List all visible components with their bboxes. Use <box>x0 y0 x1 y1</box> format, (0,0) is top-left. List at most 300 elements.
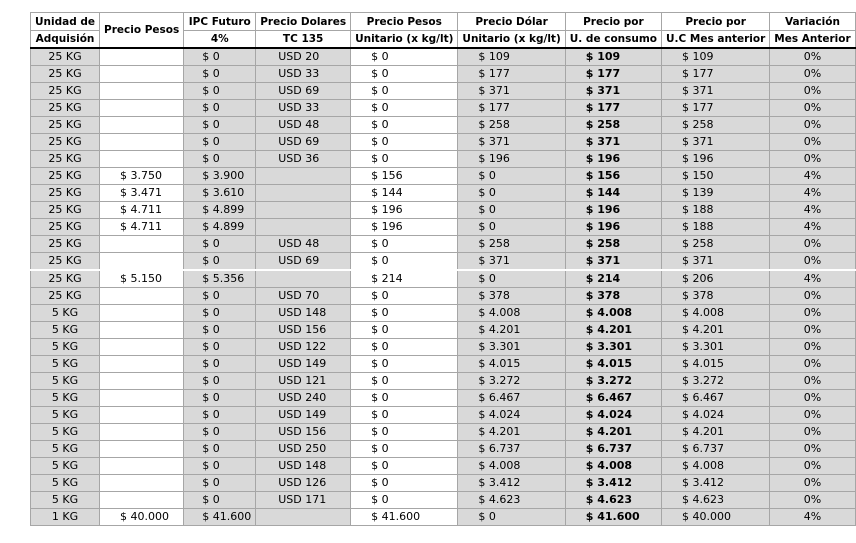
ipc-futuro-cell: $ 0 <box>184 373 256 390</box>
header-variacion: Variación <box>770 13 855 31</box>
precio-dolar-unitario-cell: $ 4.008 <box>458 458 565 475</box>
precio-pesos-unitario-cell: $ 41.600 <box>351 509 458 526</box>
precio-mes-anterior-cell: $ 371 <box>662 134 770 151</box>
precio-mes-anterior-cell: $ 177 <box>662 100 770 117</box>
precio-pesos-cell: $ 3.750 <box>100 168 184 185</box>
precio-dolares-cell: USD 250 <box>256 441 351 458</box>
unidad-cell: 25 KG <box>31 270 100 288</box>
precio-pesos-cell <box>100 441 184 458</box>
variacion-cell: 0% <box>770 66 855 83</box>
ipc-futuro-cell: $ 0 <box>184 100 256 117</box>
precio-mes-anterior-cell: $ 177 <box>662 66 770 83</box>
precio-consumo-cell: $ 378 <box>565 288 661 305</box>
precio-mes-anterior-cell: $ 4.201 <box>662 322 770 339</box>
precio-dolares-cell: USD 36 <box>256 151 351 168</box>
precio-pesos-unitario-cell: $ 0 <box>351 475 458 492</box>
precio-dolares-cell <box>256 185 351 202</box>
unidad-cell: 5 KG <box>31 305 100 322</box>
precio-dolar-unitario-cell: $ 378 <box>458 288 565 305</box>
precio-pesos-unitario-cell: $ 0 <box>351 356 458 373</box>
precio-pesos-unitario-cell: $ 0 <box>351 339 458 356</box>
precio-mes-anterior-cell: $ 109 <box>662 48 770 66</box>
precio-mes-anterior-cell: $ 139 <box>662 185 770 202</box>
unidad-cell: 5 KG <box>31 322 100 339</box>
precio-mes-anterior-cell: $ 371 <box>662 253 770 271</box>
precio-dolares-cell: USD 121 <box>256 373 351 390</box>
precio-dolares-cell: USD 156 <box>256 424 351 441</box>
unidad-cell: 5 KG <box>31 475 100 492</box>
ipc-futuro-cell: $ 0 <box>184 441 256 458</box>
table-row <box>31 219 856 236</box>
unidad-cell: 25 KG <box>31 48 100 66</box>
variacion-cell: 0% <box>770 100 855 117</box>
precio-pesos-cell <box>100 253 184 271</box>
precio-mes-anterior-cell: $ 40.000 <box>662 509 770 526</box>
precio-pesos-cell <box>100 66 184 83</box>
precio-dolares-cell: USD 70 <box>256 288 351 305</box>
variacion-cell: 0% <box>770 458 855 475</box>
precio-dolares-cell: USD 48 <box>256 236 351 253</box>
precio-pesos-unitario-cell: $ 0 <box>351 134 458 151</box>
variacion-cell: 4% <box>770 185 855 202</box>
precio-consumo-cell: $ 371 <box>565 134 661 151</box>
precio-dolar-unitario-cell: $ 0 <box>458 270 565 288</box>
precio-pesos-cell <box>100 390 184 407</box>
unidad-cell: 5 KG <box>31 407 100 424</box>
precio-pesos-cell <box>100 339 184 356</box>
table-row <box>31 117 856 134</box>
unidad-cell: 25 KG <box>31 253 100 271</box>
precio-dolar-unitario-cell: $ 3.301 <box>458 339 565 356</box>
precio-consumo-cell: $ 41.600 <box>565 509 661 526</box>
precio-consumo-cell: $ 4.008 <box>565 305 661 322</box>
variacion-cell: 0% <box>770 373 855 390</box>
precio-mes-anterior-cell: $ 258 <box>662 236 770 253</box>
subheader-ipc-rate: 4% <box>184 31 256 49</box>
precio-consumo-cell: $ 177 <box>565 66 661 83</box>
unidad-cell: 25 KG <box>31 202 100 219</box>
precio-pesos-unitario-cell: $ 0 <box>351 373 458 390</box>
precio-pesos-cell: $ 40.000 <box>100 509 184 526</box>
precio-pesos-unitario-cell: $ 0 <box>351 117 458 134</box>
unidad-cell: 5 KG <box>31 441 100 458</box>
header-unidad: Unidad de <box>31 13 100 31</box>
precio-dolar-unitario-cell: $ 258 <box>458 117 565 134</box>
precio-dolar-unitario-cell: $ 3.412 <box>458 475 565 492</box>
precio-mes-anterior-cell: $ 188 <box>662 202 770 219</box>
precio-pesos-unitario-cell: $ 0 <box>351 305 458 322</box>
unidad-cell: 25 KG <box>31 83 100 100</box>
table-header <box>31 13 856 49</box>
unidad-cell: 25 KG <box>31 134 100 151</box>
ipc-futuro-cell: $ 0 <box>184 134 256 151</box>
precio-dolares-cell: USD 148 <box>256 305 351 322</box>
precio-dolares-cell: USD 122 <box>256 339 351 356</box>
precio-consumo-cell: $ 3.412 <box>565 475 661 492</box>
precio-pesos-cell <box>100 305 184 322</box>
precio-consumo-cell: $ 3.301 <box>565 339 661 356</box>
ipc-futuro-cell: $ 4.899 <box>184 219 256 236</box>
precio-consumo-cell: $ 371 <box>565 253 661 271</box>
unidad-cell: 25 KG <box>31 185 100 202</box>
unidad-cell: 5 KG <box>31 424 100 441</box>
variacion-cell: 4% <box>770 270 855 288</box>
variacion-cell: 0% <box>770 305 855 322</box>
price-table <box>30 12 856 526</box>
variacion-cell: 0% <box>770 424 855 441</box>
precio-pesos-cell <box>100 134 184 151</box>
precio-dolar-unitario-cell: $ 0 <box>458 509 565 526</box>
table-row <box>31 168 856 185</box>
header-precio-pesos-unitario: Precio Pesos <box>351 13 458 31</box>
precio-pesos-unitario-cell: $ 156 <box>351 168 458 185</box>
precio-consumo-cell: $ 196 <box>565 151 661 168</box>
precio-mes-anterior-cell: $ 4.201 <box>662 424 770 441</box>
precio-dolares-cell: USD 126 <box>256 475 351 492</box>
unidad-cell: 25 KG <box>31 151 100 168</box>
ipc-futuro-cell: $ 0 <box>184 356 256 373</box>
table-row <box>31 253 856 271</box>
precio-consumo-cell: $ 144 <box>565 185 661 202</box>
table-row <box>31 407 856 424</box>
unidad-cell: 5 KG <box>31 458 100 475</box>
variacion-cell: 0% <box>770 322 855 339</box>
precio-dolar-unitario-cell: $ 0 <box>458 168 565 185</box>
precio-pesos-cell <box>100 236 184 253</box>
precio-consumo-cell: $ 4.024 <box>565 407 661 424</box>
ipc-futuro-cell: $ 0 <box>184 424 256 441</box>
variacion-cell: 0% <box>770 492 855 509</box>
precio-dolar-unitario-cell: $ 4.008 <box>458 305 565 322</box>
precio-dolares-cell <box>256 509 351 526</box>
header-ipc-futuro: IPC Futuro <box>184 13 256 31</box>
precio-pesos-unitario-cell: $ 0 <box>351 100 458 117</box>
variacion-cell: 0% <box>770 134 855 151</box>
ipc-futuro-cell: $ 0 <box>184 339 256 356</box>
variacion-cell: 0% <box>770 288 855 305</box>
precio-dolares-cell: USD 69 <box>256 83 351 100</box>
table-row <box>31 305 856 322</box>
precio-pesos-cell <box>100 151 184 168</box>
precio-dolares-cell: USD 156 <box>256 322 351 339</box>
subheader-unitario-dolar: Unitario (x kg/lt) <box>458 31 565 49</box>
precio-dolar-unitario-cell: $ 3.272 <box>458 373 565 390</box>
precio-dolares-cell: USD 148 <box>256 458 351 475</box>
precio-pesos-cell <box>100 48 184 66</box>
table-body <box>31 48 856 526</box>
precio-consumo-cell: $ 6.467 <box>565 390 661 407</box>
precio-dolar-unitario-cell: $ 371 <box>458 134 565 151</box>
variacion-cell: 0% <box>770 407 855 424</box>
precio-consumo-cell: $ 4.623 <box>565 492 661 509</box>
precio-pesos-cell <box>100 288 184 305</box>
variacion-cell: 0% <box>770 441 855 458</box>
precio-consumo-cell: $ 177 <box>565 100 661 117</box>
unidad-cell: 25 KG <box>31 236 100 253</box>
precio-pesos-unitario-cell: $ 196 <box>351 219 458 236</box>
precio-dolar-unitario-cell: $ 177 <box>458 100 565 117</box>
table-row <box>31 475 856 492</box>
ipc-futuro-cell: $ 0 <box>184 322 256 339</box>
variacion-cell: 4% <box>770 202 855 219</box>
precio-pesos-unitario-cell: $ 0 <box>351 253 458 271</box>
precio-dolar-unitario-cell: $ 6.737 <box>458 441 565 458</box>
unidad-cell: 1 KG <box>31 509 100 526</box>
precio-dolares-cell: USD 240 <box>256 390 351 407</box>
precio-consumo-cell: $ 258 <box>565 236 661 253</box>
precio-dolar-unitario-cell: $ 371 <box>458 83 565 100</box>
unidad-cell: 25 KG <box>31 117 100 134</box>
precio-pesos-unitario-cell: $ 0 <box>351 390 458 407</box>
precio-pesos-cell: $ 4.711 <box>100 202 184 219</box>
table-row <box>31 492 856 509</box>
precio-mes-anterior-cell: $ 4.015 <box>662 356 770 373</box>
header-precio-pesos: Precio Pesos <box>100 13 184 49</box>
precio-dolar-unitario-cell: $ 4.201 <box>458 322 565 339</box>
precio-dolar-unitario-cell: $ 4.623 <box>458 492 565 509</box>
precio-mes-anterior-cell: $ 4.008 <box>662 458 770 475</box>
header-precio-mes-anterior: Precio por <box>662 13 770 31</box>
precio-mes-anterior-cell: $ 3.272 <box>662 373 770 390</box>
precio-consumo-cell: $ 4.015 <box>565 356 661 373</box>
precio-dolares-cell: USD 33 <box>256 100 351 117</box>
precio-mes-anterior-cell: $ 258 <box>662 117 770 134</box>
precio-dolares-cell <box>256 202 351 219</box>
variacion-cell: 4% <box>770 168 855 185</box>
table-row <box>31 509 856 526</box>
precio-consumo-cell: $ 4.201 <box>565 322 661 339</box>
precio-consumo-cell: $ 214 <box>565 270 661 288</box>
precio-mes-anterior-cell: $ 196 <box>662 151 770 168</box>
ipc-futuro-cell: $ 41.600 <box>184 509 256 526</box>
subheader-mes-anterior: Mes Anterior <box>770 31 855 49</box>
precio-dolares-cell: USD 33 <box>256 66 351 83</box>
precio-mes-anterior-cell: $ 188 <box>662 219 770 236</box>
variacion-cell: 0% <box>770 390 855 407</box>
precio-dolar-unitario-cell: $ 0 <box>458 185 565 202</box>
header-precio-dolares: Precio Dolares <box>256 13 351 31</box>
precio-mes-anterior-cell: $ 6.737 <box>662 441 770 458</box>
table-row <box>31 185 856 202</box>
precio-pesos-unitario-cell: $ 0 <box>351 458 458 475</box>
precio-dolar-unitario-cell: $ 177 <box>458 66 565 83</box>
precio-mes-anterior-cell: $ 4.024 <box>662 407 770 424</box>
precio-pesos-unitario-cell: $ 0 <box>351 66 458 83</box>
precio-pesos-unitario-cell: $ 0 <box>351 322 458 339</box>
precio-pesos-cell <box>100 100 184 117</box>
precio-pesos-unitario-cell: $ 0 <box>351 151 458 168</box>
header-precio-dolar-unitario: Precio Dólar <box>458 13 565 31</box>
precio-pesos-cell <box>100 322 184 339</box>
precio-dolar-unitario-cell: $ 109 <box>458 48 565 66</box>
precio-mes-anterior-cell: $ 6.467 <box>662 390 770 407</box>
precio-pesos-unitario-cell: $ 0 <box>351 492 458 509</box>
precio-dolares-cell: USD 171 <box>256 492 351 509</box>
ipc-futuro-cell: $ 0 <box>184 236 256 253</box>
table-row <box>31 356 856 373</box>
subheader-uc-mes-anterior: U.C Mes anterior <box>662 31 770 49</box>
precio-pesos-cell <box>100 83 184 100</box>
precio-pesos-cell <box>100 424 184 441</box>
table-row <box>31 270 856 288</box>
precio-pesos-unitario-cell: $ 0 <box>351 424 458 441</box>
precio-pesos-cell <box>100 356 184 373</box>
precio-pesos-cell: $ 4.711 <box>100 219 184 236</box>
subheader-u-consumo: U. de consumo <box>565 31 661 49</box>
precio-dolares-cell: USD 69 <box>256 134 351 151</box>
variacion-cell: 0% <box>770 117 855 134</box>
table-row <box>31 424 856 441</box>
precio-consumo-cell: $ 371 <box>565 83 661 100</box>
subheader-adquision: Adquisión <box>31 31 100 49</box>
ipc-futuro-cell: $ 0 <box>184 48 256 66</box>
table-row <box>31 339 856 356</box>
unidad-cell: 25 KG <box>31 100 100 117</box>
variacion-cell: 0% <box>770 151 855 168</box>
precio-pesos-cell <box>100 117 184 134</box>
precio-pesos-cell <box>100 373 184 390</box>
precio-pesos-unitario-cell: $ 0 <box>351 441 458 458</box>
precio-pesos-cell <box>100 492 184 509</box>
precio-consumo-cell: $ 109 <box>565 48 661 66</box>
ipc-futuro-cell: $ 0 <box>184 492 256 509</box>
precio-dolares-cell: USD 69 <box>256 253 351 271</box>
precio-pesos-cell: $ 3.471 <box>100 185 184 202</box>
unidad-cell: 5 KG <box>31 373 100 390</box>
precio-consumo-cell: $ 196 <box>565 219 661 236</box>
ipc-futuro-cell: $ 5.356 <box>184 270 256 288</box>
ipc-futuro-cell: $ 0 <box>184 117 256 134</box>
precio-pesos-unitario-cell: $ 196 <box>351 202 458 219</box>
variacion-cell: 0% <box>770 339 855 356</box>
precio-consumo-cell: $ 3.272 <box>565 373 661 390</box>
precio-mes-anterior-cell: $ 3.412 <box>662 475 770 492</box>
precio-mes-anterior-cell: $ 206 <box>662 270 770 288</box>
precio-pesos-unitario-cell: $ 214 <box>351 270 458 288</box>
precio-mes-anterior-cell: $ 150 <box>662 168 770 185</box>
precio-dolar-unitario-cell: $ 196 <box>458 151 565 168</box>
unidad-cell: 25 KG <box>31 168 100 185</box>
precio-dolares-cell: USD 48 <box>256 117 351 134</box>
precio-pesos-cell <box>100 458 184 475</box>
precio-mes-anterior-cell: $ 4.623 <box>662 492 770 509</box>
precio-mes-anterior-cell: $ 371 <box>662 83 770 100</box>
unidad-cell: 25 KG <box>31 66 100 83</box>
precio-mes-anterior-cell: $ 4.008 <box>662 305 770 322</box>
precio-pesos-cell <box>100 475 184 492</box>
ipc-futuro-cell: $ 3.900 <box>184 168 256 185</box>
precio-consumo-cell: $ 196 <box>565 202 661 219</box>
ipc-futuro-cell: $ 4.899 <box>184 202 256 219</box>
table-row <box>31 202 856 219</box>
ipc-futuro-cell: $ 0 <box>184 66 256 83</box>
ipc-futuro-cell: $ 0 <box>184 253 256 271</box>
precio-dolares-cell: USD 20 <box>256 48 351 66</box>
precio-consumo-cell: $ 4.201 <box>565 424 661 441</box>
variacion-cell: 0% <box>770 236 855 253</box>
variacion-cell: 0% <box>770 48 855 66</box>
ipc-futuro-cell: $ 0 <box>184 458 256 475</box>
variacion-cell: 4% <box>770 509 855 526</box>
precio-dolar-unitario-cell: $ 0 <box>458 219 565 236</box>
table-row <box>31 373 856 390</box>
variacion-cell: 0% <box>770 253 855 271</box>
unidad-cell: 5 KG <box>31 356 100 373</box>
ipc-futuro-cell: $ 3.610 <box>184 185 256 202</box>
precio-pesos-unitario-cell: $ 0 <box>351 48 458 66</box>
header-precio-consumo: Precio por <box>565 13 661 31</box>
precio-mes-anterior-cell: $ 378 <box>662 288 770 305</box>
table-row <box>31 441 856 458</box>
unidad-cell: 5 KG <box>31 339 100 356</box>
precio-dolar-unitario-cell: $ 6.467 <box>458 390 565 407</box>
precio-dolares-cell <box>256 270 351 288</box>
precio-pesos-unitario-cell: $ 0 <box>351 407 458 424</box>
unidad-cell: 5 KG <box>31 492 100 509</box>
precio-dolar-unitario-cell: $ 4.015 <box>458 356 565 373</box>
precio-pesos-unitario-cell: $ 0 <box>351 236 458 253</box>
precio-pesos-unitario-cell: $ 0 <box>351 83 458 100</box>
subheader-unitario-pesos: Unitario (x kg/lt) <box>351 31 458 49</box>
table-row <box>31 236 856 253</box>
table-row <box>31 66 856 83</box>
table-row <box>31 134 856 151</box>
table-row <box>31 48 856 66</box>
ipc-futuro-cell: $ 0 <box>184 288 256 305</box>
variacion-cell: 0% <box>770 356 855 373</box>
precio-dolar-unitario-cell: $ 0 <box>458 202 565 219</box>
subheader-tc: TC 135 <box>256 31 351 49</box>
precio-dolares-cell: USD 149 <box>256 407 351 424</box>
precio-dolar-unitario-cell: $ 371 <box>458 253 565 271</box>
ipc-futuro-cell: $ 0 <box>184 151 256 168</box>
precio-consumo-cell: $ 258 <box>565 117 661 134</box>
precio-dolar-unitario-cell: $ 4.201 <box>458 424 565 441</box>
table-row <box>31 390 856 407</box>
unidad-cell: 25 KG <box>31 288 100 305</box>
unidad-cell: 25 KG <box>31 219 100 236</box>
precio-pesos-unitario-cell: $ 144 <box>351 185 458 202</box>
ipc-futuro-cell: $ 0 <box>184 407 256 424</box>
precio-consumo-cell: $ 6.737 <box>565 441 661 458</box>
table-row <box>31 83 856 100</box>
precio-dolares-cell <box>256 168 351 185</box>
ipc-futuro-cell: $ 0 <box>184 305 256 322</box>
ipc-futuro-cell: $ 0 <box>184 475 256 492</box>
precio-dolares-cell <box>256 219 351 236</box>
precio-pesos-cell <box>100 407 184 424</box>
variacion-cell: 0% <box>770 83 855 100</box>
precio-consumo-cell: $ 4.008 <box>565 458 661 475</box>
table-row <box>31 458 856 475</box>
variacion-cell: 0% <box>770 475 855 492</box>
precio-consumo-cell: $ 156 <box>565 168 661 185</box>
unidad-cell: 5 KG <box>31 390 100 407</box>
precio-dolar-unitario-cell: $ 258 <box>458 236 565 253</box>
precio-dolar-unitario-cell: $ 4.024 <box>458 407 565 424</box>
table-row <box>31 100 856 117</box>
variacion-cell: 4% <box>770 219 855 236</box>
precio-pesos-unitario-cell: $ 0 <box>351 288 458 305</box>
table-row <box>31 288 856 305</box>
ipc-futuro-cell: $ 0 <box>184 390 256 407</box>
ipc-futuro-cell: $ 0 <box>184 83 256 100</box>
table-row <box>31 322 856 339</box>
precio-mes-anterior-cell: $ 3.301 <box>662 339 770 356</box>
precio-pesos-cell: $ 5.150 <box>100 270 184 288</box>
precio-dolares-cell: USD 149 <box>256 356 351 373</box>
table-row <box>31 151 856 168</box>
